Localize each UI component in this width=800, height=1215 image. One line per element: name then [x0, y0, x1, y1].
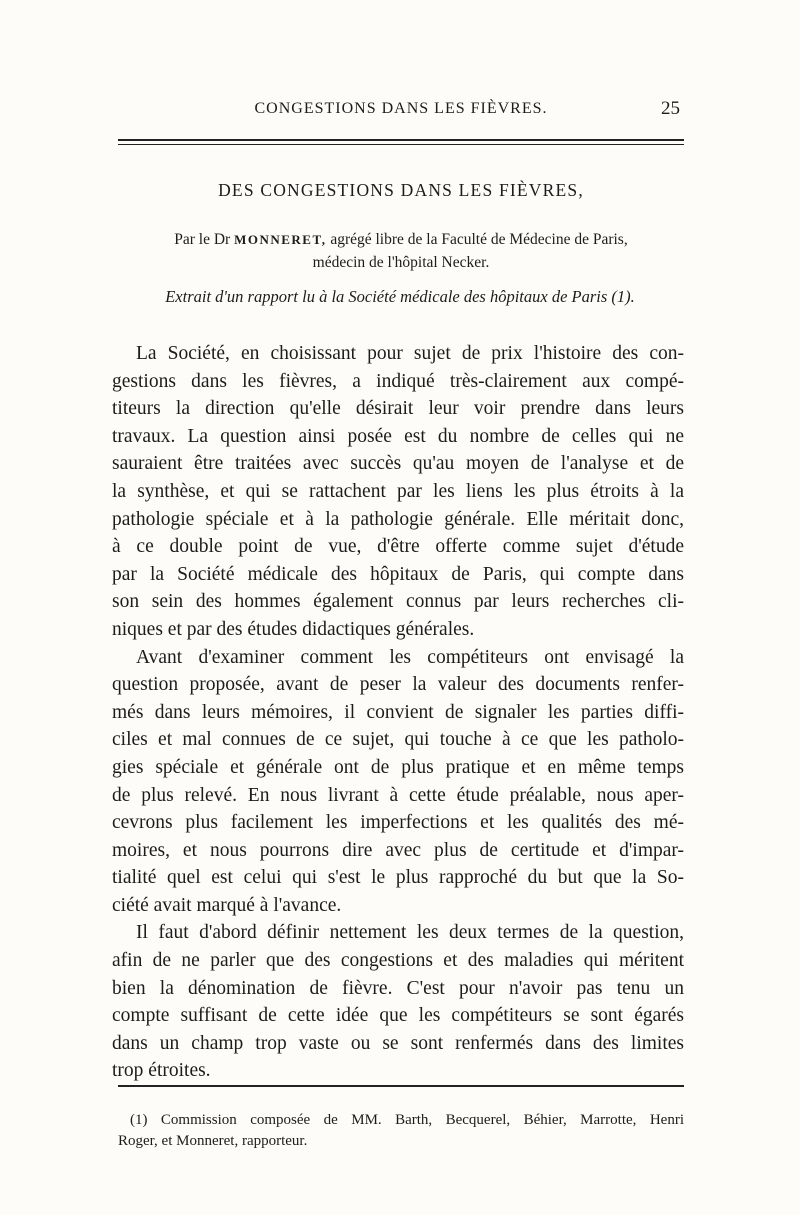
body-line: question proposée, avant de peser la valeur des documents renfer- — [112, 674, 684, 696]
body-line: dans un champ trop vaste ou se sont renfermés dans des limites — [112, 1032, 684, 1054]
body-line: més dans leurs mémoires, il convient de signaler les parties diffi- — [112, 701, 684, 723]
article-title: DES CONGESTIONS DANS LES FIÈVRES, — [218, 180, 584, 200]
body-line: à ce double point de vue, d'être offerte comme sujet d'étude — [112, 536, 684, 558]
body-line: La Société, en choisissant pour sujet de prix l'histoire des con- — [136, 343, 684, 364]
body-line: ciété avait marqué à l'avance. — [112, 894, 342, 916]
body-line: bien la dénomination de fièvre. C'est pour n'avoir pas tenu un — [112, 977, 684, 999]
byline-line-2: médecin de l'hôpital Necker. — [312, 254, 490, 271]
footnote-line: Roger, et Monneret, rapporteur. — [118, 1133, 308, 1149]
body-line: Il faut d'abord définir nettement les deux termes de la question, — [136, 922, 684, 944]
body-line: cevrons plus facilement les imperfections et les qualités des mé- — [112, 812, 684, 834]
body-line: afin de ne parler que des congestions et des maladies qui méritent — [112, 950, 684, 972]
body-line: la synthèse, et qui se rattachent par les liens les plus étroits à la — [112, 480, 684, 502]
byline-prefix: Par le Dr — [174, 231, 231, 248]
byline-line-1 — [118, 228, 684, 251]
body-line: pathologie spéciale et à la pathologie générale. Elle méritait donc, — [112, 508, 684, 530]
body-line: gies spéciale et générale ont de plus pratique et en même temps — [112, 756, 684, 778]
extract-note: Extrait d'un rapport lu à la Société médicale des hôpitaux de Paris (1). — [165, 287, 635, 306]
byline-affiliation: agrégé libre de la Faculté de Médecine de Paris, — [330, 231, 628, 248]
body-line: compte suffisant de cette idée que les compétiteurs se sont égarés — [112, 1005, 684, 1027]
footnote-rule — [118, 1085, 684, 1087]
body-line: Avant d'examiner comment les compétiteurs ont envisagé la — [136, 646, 684, 668]
footnote-line: (1) Commission composée de MM. Barth, Becquerel, Béhier, Marrotte, Henri — [130, 1112, 684, 1128]
body-line: ciles et mal connues de ce sujet, qui touche à ce que les patholo- — [112, 729, 684, 751]
byline — [118, 228, 684, 274]
body-line: travaux. La question ainsi posée est du nombre de celles qui ne — [112, 425, 684, 447]
footnote — [118, 1110, 684, 1152]
body-line: tialité quel est celui qui s'est le plus rapproché du but que la So- — [112, 867, 684, 889]
body-text — [112, 340, 684, 1085]
page-number: 25 — [661, 98, 680, 119]
body-line: moires, et nous pourrons dire avec plus de certitude et d'impar- — [112, 839, 684, 861]
body-line: sauraient être traitées avec succès qu'au moyen de l'analyse et de — [112, 453, 684, 475]
body-line: gestions dans les fièvres, a indiqué très-clairement aux compé- — [112, 370, 684, 392]
running-head — [118, 100, 684, 126]
body-line: son sein des hommes également connus par leurs recherches cli- — [112, 591, 684, 613]
body-line: par la Société médicale des hôpitaux de Paris, qui compte dans — [112, 563, 684, 585]
author-name: MONNERET, — [234, 232, 327, 247]
running-title: CONGESTIONS DANS LES FIÈVRES. — [254, 100, 548, 117]
body-line: de plus relevé. En nous livrant à cette étude préalable, nous aper- — [112, 784, 684, 806]
header-double-rule — [118, 139, 684, 145]
body-line: trop étroites. — [112, 1060, 211, 1082]
body-line: niques et par des études didactiques générales. — [112, 618, 475, 640]
body-line: titeurs la direction qu'elle désirait leur voir prendre dans leurs — [112, 398, 684, 420]
